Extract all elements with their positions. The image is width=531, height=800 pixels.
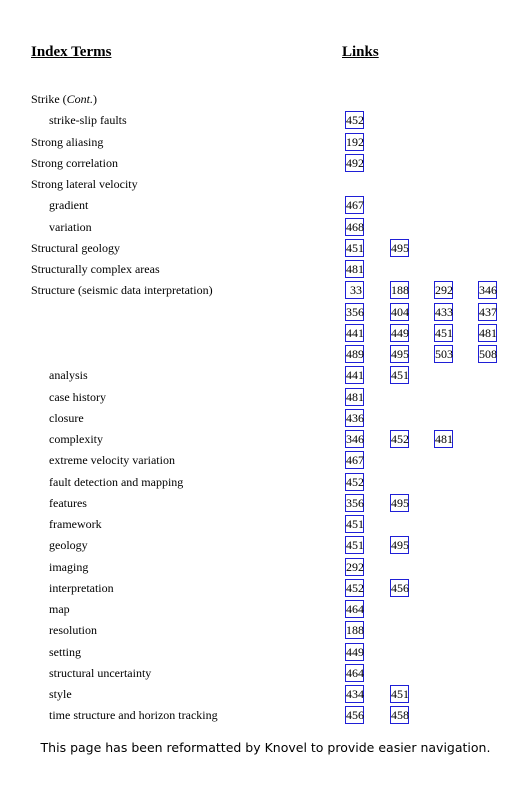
page-link[interactable]: 503 xyxy=(435,347,453,361)
page-link[interactable]: 451 xyxy=(346,538,364,553)
index-entry xyxy=(0,217,531,238)
index-term: analysis xyxy=(49,368,88,383)
page-link[interactable]: 441 xyxy=(346,368,364,383)
page-link[interactable]: 481 xyxy=(346,262,364,276)
page-link[interactable]: 33 xyxy=(345,281,364,299)
index-term: structural uncertainty xyxy=(49,665,152,680)
page-link[interactable]: 451 xyxy=(346,240,364,255)
page-link[interactable]: 468 xyxy=(346,219,364,234)
page-link[interactable]: 456 xyxy=(391,580,409,595)
index-entry xyxy=(0,535,531,556)
index-entry xyxy=(0,450,531,471)
index-entry xyxy=(0,132,531,153)
index-term: geology xyxy=(49,538,88,553)
page-link[interactable]: 451 xyxy=(346,517,364,531)
links-heading: Links xyxy=(342,44,379,60)
page-link[interactable]: 508 xyxy=(479,347,497,361)
index-entry xyxy=(0,514,531,535)
index-term: time structure and horizon tracking xyxy=(49,708,218,723)
index-term: Structure (seismic data interpretation) xyxy=(31,283,213,298)
page-link[interactable]: 495 xyxy=(391,347,409,361)
term-suffix: Cont. xyxy=(66,92,94,106)
index-term: variation xyxy=(49,219,92,234)
index-term: case history xyxy=(49,389,106,404)
page-link[interactable]: 433 xyxy=(435,304,453,319)
index-entry xyxy=(0,89,531,110)
index-entry xyxy=(0,684,531,705)
index-term: Structural geology xyxy=(31,240,120,255)
index-term: map xyxy=(49,602,70,616)
page-link[interactable]: 449 xyxy=(391,325,409,340)
page-link[interactable]: 456 xyxy=(346,708,364,723)
page-link[interactable]: 436 xyxy=(346,410,364,425)
page-link[interactable]: 495 xyxy=(391,495,409,510)
page-link[interactable]: 346 xyxy=(346,432,364,446)
index-term: style xyxy=(49,687,72,701)
footer-note: This page has been reformatted by Knovel to provide easier navigation. xyxy=(40,740,491,755)
page-link[interactable]: 192 xyxy=(346,134,364,149)
page-link[interactable]: 495 xyxy=(391,240,409,255)
index-entry xyxy=(0,344,531,365)
index-entry xyxy=(0,110,531,131)
page-link[interactable]: 495 xyxy=(391,538,409,553)
index-term: features xyxy=(49,495,87,510)
page-link[interactable]: 467 xyxy=(346,453,364,468)
index-entry xyxy=(0,302,531,323)
index-entry xyxy=(0,472,531,493)
index-term: closure xyxy=(49,410,84,425)
index-entry xyxy=(0,408,531,429)
page-link[interactable]: 292 xyxy=(435,283,453,298)
index-entry xyxy=(0,195,531,216)
index-entry xyxy=(0,174,531,195)
index-entry xyxy=(0,429,531,450)
index-entry xyxy=(0,557,531,578)
page-link[interactable]: 356 xyxy=(346,495,364,510)
index-entry xyxy=(0,387,531,408)
index-entry xyxy=(0,153,531,174)
page-link[interactable]: 489 xyxy=(346,347,364,361)
index-terms-heading: Index Terms xyxy=(31,44,112,60)
index-term: setting xyxy=(49,644,81,659)
index-term: Strong lateral velocity xyxy=(31,177,138,191)
page-link[interactable]: 404 xyxy=(391,304,409,319)
page-link[interactable]: 481 xyxy=(479,325,497,340)
index-term: interpretation xyxy=(49,580,114,595)
index-term: framework xyxy=(49,517,102,531)
index-entry xyxy=(0,599,531,620)
page-link[interactable]: 467 xyxy=(346,198,364,213)
page-link[interactable]: 452 xyxy=(391,432,409,446)
page-link[interactable]: 441 xyxy=(346,325,364,340)
index-entry xyxy=(0,323,531,344)
index-term: complexity xyxy=(49,432,103,446)
index-entry xyxy=(0,620,531,641)
index-term: Structurally complex areas xyxy=(31,262,160,276)
index-entry xyxy=(0,705,531,726)
index-term: Strike (Cont.) xyxy=(31,92,98,106)
page-link[interactable]: 452 xyxy=(346,580,364,595)
page-link[interactable]: 449 xyxy=(346,644,364,659)
page-link[interactable]: 451 xyxy=(391,687,409,701)
page-link[interactable]: 451 xyxy=(435,325,453,340)
page-link[interactable]: 492 xyxy=(346,155,364,170)
index-term: strike-slip faults xyxy=(49,113,127,128)
index-entry xyxy=(0,578,531,599)
page-link[interactable]: 292 xyxy=(346,559,364,574)
index-term: Strong aliasing xyxy=(31,134,104,149)
index-entry xyxy=(0,259,531,280)
page-link[interactable]: 464 xyxy=(346,665,364,680)
index-entry xyxy=(0,238,531,259)
index-entry xyxy=(0,642,531,663)
page-link[interactable]: 346 xyxy=(479,283,497,298)
page-link[interactable]: 481 xyxy=(346,389,364,404)
index-term: extreme velocity variation xyxy=(49,453,175,468)
page-link[interactable]: 458 xyxy=(391,708,409,723)
page-link[interactable]: 437 xyxy=(479,304,497,319)
index-term: resolution xyxy=(49,623,97,638)
index-term: fault detection and mapping xyxy=(49,474,184,489)
page-link[interactable]: 188 xyxy=(346,623,364,638)
page-link[interactable]: 452 xyxy=(346,113,364,128)
index-entry xyxy=(0,663,531,684)
page-link[interactable]: 481 xyxy=(435,432,453,446)
page-link[interactable]: 464 xyxy=(346,602,364,616)
page-link[interactable]: 356 xyxy=(346,304,364,319)
index-entry xyxy=(0,493,531,514)
index-term: imaging xyxy=(49,559,89,574)
page-link[interactable]: 452 xyxy=(346,474,364,489)
page-link[interactable]: 188 xyxy=(391,283,409,298)
index-term: Strong correlation xyxy=(31,155,118,170)
page-link[interactable]: 451 xyxy=(391,368,409,383)
index-term: gradient xyxy=(49,198,89,213)
index-entry xyxy=(0,280,531,301)
page-link[interactable]: 434 xyxy=(346,687,364,701)
index-entry xyxy=(0,365,531,386)
